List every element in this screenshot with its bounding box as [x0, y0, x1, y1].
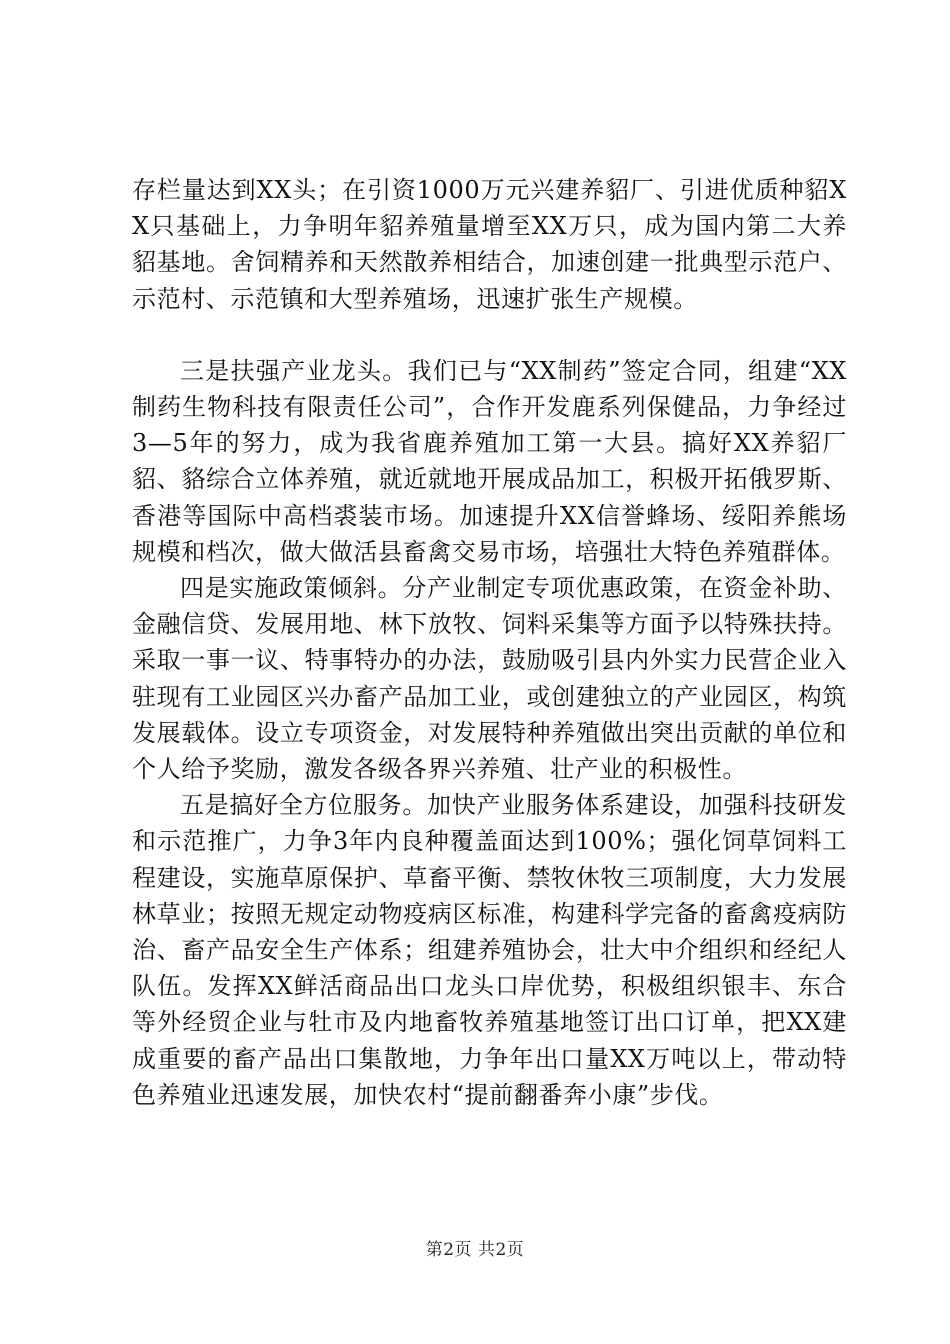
paragraph-policy-support: 四是实施政策倾斜。分产业制定专项优惠政策，在资金补助、金融信贷、发展用地、林下放牧、饲料采集等方面予以特殊扶持。采取一事一议、特事特办的办法，鼓励吸引县内外实力民营企业入驻现有工业园区兴办畜产品加工业，或创建独立的产业园区，构筑发展载体。设立专项资金，对发展特种养殖做出突出贡献的单位和个人给予奖励，激发各级各界兴养殖、壮产业的积极性。 — [132, 574, 847, 784]
page-number-footer: 第2页 共2页 — [425, 1240, 525, 1260]
paragraph-comprehensive-service: 五是搞好全方位服务。加快产业服务体系建设，加强科技研发和示范推广，力争3年内良种覆盖面达到100%；强化饲草饲料工程建设，实施草原保护、草畜平衡、禁牧休牧三项制度，大力发展林草业；按照无规定动物疫病区标准，构建科学完备的畜禽疫病防治、畜产品安全生产体系；组建养殖协会，壮大中介组织和经纪人队伍。发挥XX鲜活商品出口龙头口岸优势，积极组织银丰、东合等外经贸企业与牡市及内地畜牧养殖基地签订出口订单，把XX建成重要的畜产品出口集散地，力争年出口量XX万吨以上，带动特色养殖业迅速发展，加快农村“提前翻番奔小康”步伐。 — [132, 791, 847, 1109]
paragraph-continuation: 存栏量达到XX头；在引资1000万元兴建养貂厂、引进优质种貂XX只基础上，力争明年貂养殖量增至XX万只，成为国内第二大养貂基地。舍饲精养和天然散养相结合，加速创建一批典型示范户、示范村、示范镇和大型养殖场，迅速扩张生产规模。 — [132, 176, 847, 313]
paragraph-industry-leaders: 三是扶强产业龙头。我们已与“XX制药”签定合同，组建“XX制药生物科技有限责任公司”，合作开发鹿系列保健品，力争经过3—5年的努力，成为我省鹿养殖加工第一大县。搞好XX养貂厂貂、貉综合立体养殖，就近就地开展成品加工，积极开拓俄罗斯、香港等国际中高档裘装市场。加速提升XX信誉蜂场、绥阳养熊场规模和档次，做大做活县畜禽交易市场，培强壮大特色养殖群体。 — [132, 356, 847, 566]
document-body — [132, 172, 847, 1113]
